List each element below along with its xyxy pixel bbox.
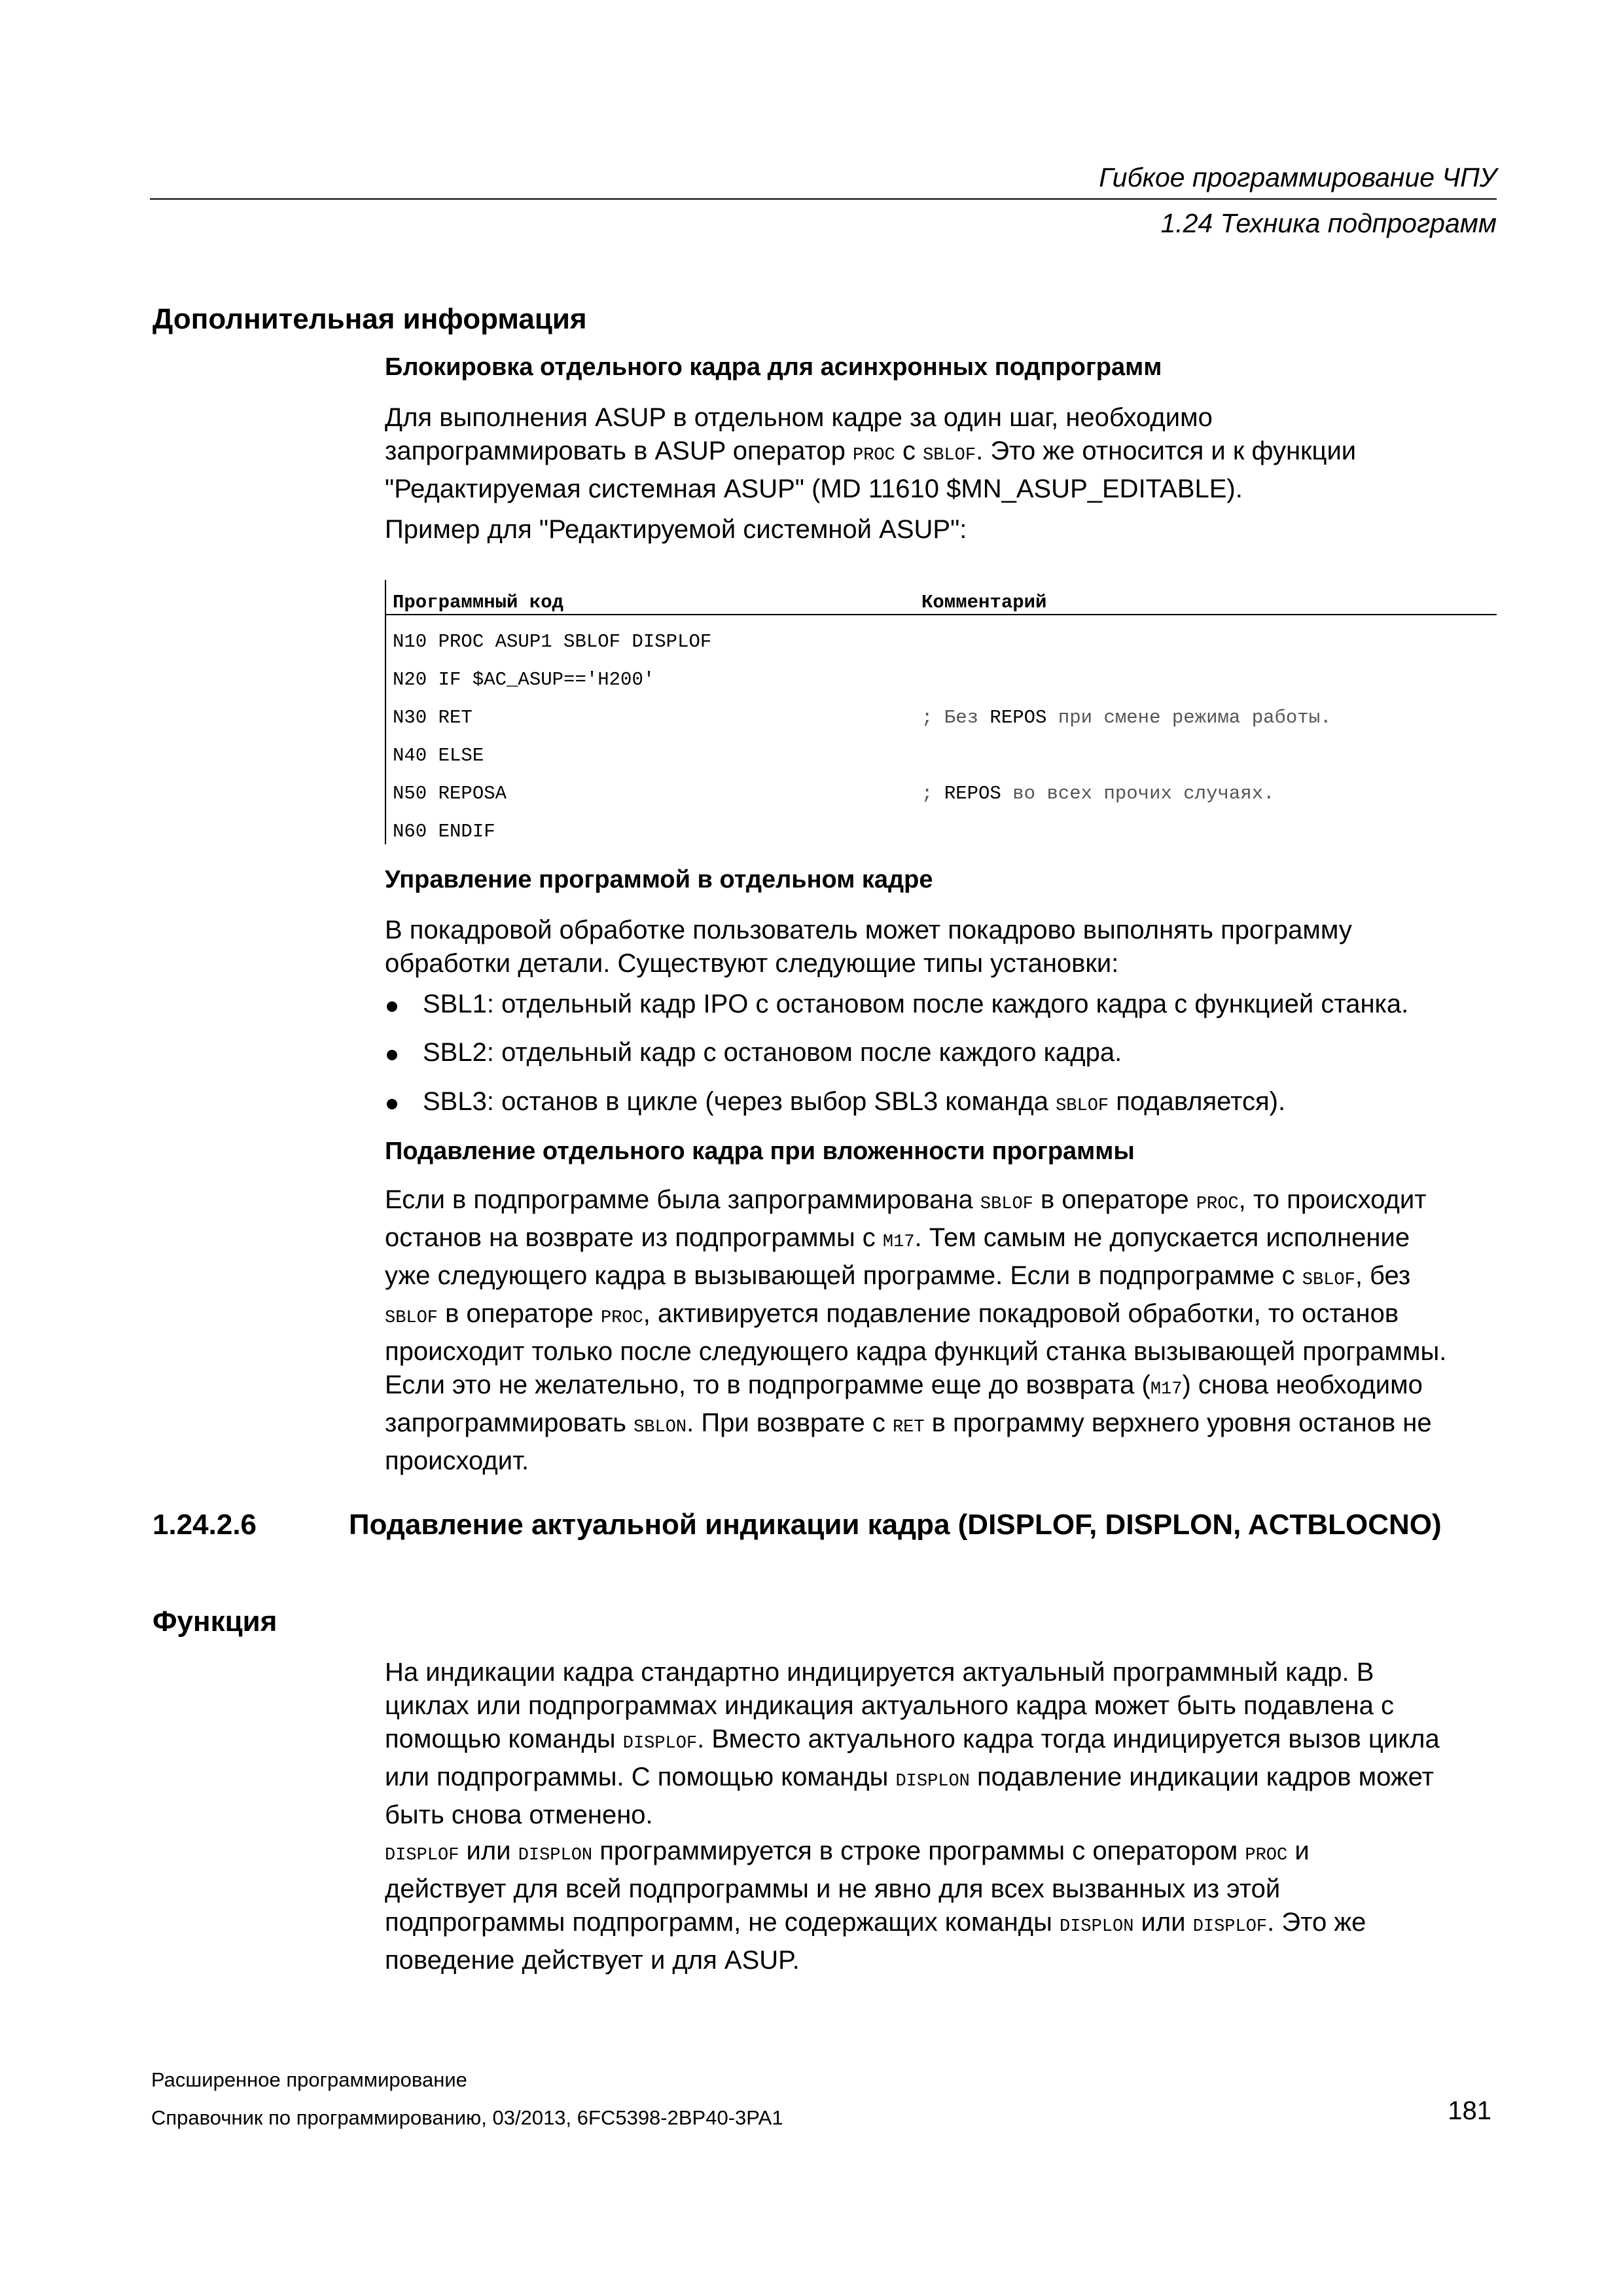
text: или подпрограммы. С помощью команды bbox=[385, 1763, 896, 1791]
text: ) снова необходимо bbox=[1182, 1371, 1423, 1399]
text: в операторе bbox=[438, 1299, 601, 1328]
text: подпрограммы подпрограмм, не содержащих команды bbox=[385, 1908, 1060, 1937]
comment-text: при смене режима работы. bbox=[1046, 707, 1332, 728]
comment-text: ; Без bbox=[921, 707, 990, 728]
code-inline: PROC bbox=[1196, 1194, 1239, 1214]
footer-manual-info: Справочник по программированию, 03/2013, 6FC5398-2BP40-3PA1 bbox=[151, 2106, 783, 2129]
table-row-code: N30 RET bbox=[393, 707, 473, 728]
footer-book-title: Расширенное программирование bbox=[151, 2068, 467, 2091]
nesting-line-1 bbox=[385, 1183, 1446, 1221]
function-p1-line-1: На индикации кадра стандартно индицируется актуальный программный кадр. В bbox=[385, 1658, 1374, 1687]
page-number: 181 bbox=[1448, 2096, 1491, 2125]
table-row-code: N10 PROC ASUP1 SBLOF DISPLOF bbox=[393, 631, 712, 653]
text: подавление индикации кадров может bbox=[969, 1763, 1434, 1791]
comment-text: во всех прочих случаях. bbox=[1001, 783, 1275, 804]
code-inline: DISPLON bbox=[1060, 1917, 1134, 1937]
list-item: SBL2: отдельный кадр с остановом после каждого кадра. bbox=[423, 1038, 1122, 1067]
text: программируется в строке программы с оператором bbox=[592, 1837, 1245, 1865]
text: . Это же относится и к функции bbox=[976, 437, 1357, 465]
text: с bbox=[895, 437, 923, 465]
nesting-paragraph bbox=[385, 1183, 1446, 1478]
asup-para-line-1: Для выполнения ASUP в отдельном кадре за один шаг, необходимо bbox=[385, 403, 1213, 432]
table-header-rule bbox=[385, 614, 1497, 615]
function-p1-line-5: быть снова отменено. bbox=[385, 1801, 653, 1829]
text: и bbox=[1287, 1837, 1310, 1865]
text: SBL3: останов в цикле (через выбор SBL3 команда bbox=[423, 1087, 1056, 1116]
code-inline: DISPLON bbox=[518, 1846, 593, 1865]
single-block-paragraph bbox=[385, 914, 1352, 980]
table-row-comment bbox=[921, 783, 1275, 804]
code-inline: DISPLOF bbox=[1192, 1917, 1268, 1937]
single-block-line-1: В покадровой обработке пользователь может покадрово выполнять программу bbox=[385, 916, 1352, 944]
text: подавляется). bbox=[1109, 1087, 1286, 1116]
text: , без bbox=[1355, 1261, 1411, 1290]
table-header-comment: Комментарий bbox=[921, 592, 1047, 613]
section-number: 1.24.2.6 bbox=[152, 1509, 257, 1541]
code-inline: RET bbox=[892, 1418, 925, 1437]
function-paragraph-2 bbox=[385, 1835, 1366, 1977]
function-paragraph-1 bbox=[385, 1656, 1440, 1832]
text: , активируется подавление покадровой обработки, то останов bbox=[643, 1299, 1399, 1328]
header-section-title: 1.24 Техника подпрограмм bbox=[1160, 208, 1497, 238]
asup-block-paragraph bbox=[385, 401, 1356, 506]
header-chapter-title: Гибкое программирование ЧПУ bbox=[1099, 162, 1497, 192]
function-p2-line-1 bbox=[385, 1835, 1366, 1873]
text: . Тем самым не допускается исполнение bbox=[914, 1223, 1410, 1252]
code-inline: SBLOF bbox=[385, 1308, 438, 1328]
table-row-code: N60 ENDIF bbox=[393, 821, 495, 842]
code-inline: SBLOF bbox=[923, 446, 976, 465]
example-intro: Пример для "Редактируемой системной ASUP": bbox=[385, 515, 967, 544]
code-inline: SBLON bbox=[633, 1418, 687, 1437]
additional-info-heading: Дополнительная информация bbox=[152, 303, 587, 335]
asup-block-heading: Блокировка отдельного кадра для асинхронных подпрограмм bbox=[385, 353, 1162, 381]
table-row-code: N40 ELSE bbox=[393, 745, 484, 766]
nesting-line-3 bbox=[385, 1259, 1446, 1297]
text: , то происходит bbox=[1238, 1185, 1427, 1214]
table-header-code: Программный код bbox=[393, 592, 564, 613]
nesting-heading: Подавление отдельного кадра при вложенности программы bbox=[385, 1138, 1135, 1165]
bullet-icon bbox=[387, 1099, 397, 1109]
bullet-icon bbox=[387, 1001, 397, 1012]
text: запрограммировать в ASUP оператор bbox=[385, 437, 853, 465]
code-inline: PROC bbox=[600, 1308, 643, 1328]
text: или bbox=[459, 1837, 518, 1865]
comment-keyword: REPOS bbox=[990, 707, 1047, 728]
table-row-code: N20 IF $AC_ASUP=='H200' bbox=[393, 669, 655, 691]
text: помощью команды bbox=[385, 1725, 623, 1753]
function-p1-line-2: циклах или подпрограммах индикация актуального кадра может быть подавлена с bbox=[385, 1691, 1395, 1720]
single-block-heading: Управление программой в отдельном кадре bbox=[385, 866, 933, 893]
code-table bbox=[385, 580, 1497, 844]
nesting-line-2 bbox=[385, 1221, 1446, 1259]
nesting-line-8: происходит. bbox=[385, 1446, 529, 1475]
function-p2-line-4: поведение действует и для ASUP. bbox=[385, 1946, 800, 1975]
function-p1-line-4 bbox=[385, 1761, 1440, 1799]
nesting-line-5: происходит только после следующего кадра функций станка вызывающей программы. bbox=[385, 1337, 1447, 1366]
code-inline: PROC bbox=[1245, 1846, 1288, 1865]
comment-keyword: REPOS bbox=[944, 783, 1001, 804]
asup-para-line-3: "Редактируемая системная ASUP" (MD 11610 $MN_ASUP_EDITABLE). bbox=[385, 475, 1243, 503]
function-p2-line-3 bbox=[385, 1906, 1366, 1944]
nesting-line-6 bbox=[385, 1369, 1446, 1407]
text: . Это же bbox=[1267, 1908, 1366, 1937]
code-inline: DISPLOF bbox=[622, 1734, 698, 1753]
code-inline: M17 bbox=[1150, 1380, 1183, 1399]
list-item: SBL1: отдельный кадр IPO с остановом после каждого кадра с функцией станка. bbox=[423, 990, 1409, 1018]
comment-text: ; bbox=[921, 783, 944, 804]
nesting-line-4 bbox=[385, 1297, 1446, 1335]
code-inline: DISPLOF bbox=[385, 1846, 459, 1865]
table-row-code: N50 REPOSA bbox=[393, 783, 507, 804]
text: в программу верхнего уровня останов не bbox=[924, 1408, 1432, 1437]
list-item bbox=[423, 1087, 1285, 1117]
text: уже следующего кадра в вызывающей программе. Если в подпрограмме с bbox=[385, 1261, 1302, 1290]
code-inline: SBLOF bbox=[980, 1194, 1033, 1214]
text: запрограммировать bbox=[385, 1408, 634, 1437]
asup-para-line-2 bbox=[385, 435, 1356, 473]
table-left-border bbox=[385, 580, 386, 844]
section-title: Подавление актуальной индикации кадра (DISPLOF, DISPLON, ACTBLOCNO) bbox=[349, 1509, 1442, 1541]
table-row-comment bbox=[921, 707, 1332, 728]
text: . При возврате с bbox=[687, 1408, 893, 1437]
function-p1-line-3 bbox=[385, 1723, 1440, 1761]
code-inline: PROC bbox=[853, 446, 895, 465]
text: Если это не желательно, то в подпрограмме еще до возврата ( bbox=[385, 1371, 1150, 1399]
nesting-line-7 bbox=[385, 1407, 1446, 1444]
function-p2-line-2: действует для всей подпрограммы и не явно для всех вызванных из этой bbox=[385, 1874, 1281, 1903]
text: . Вместо актуального кадра тогда индицируется вызов цикла bbox=[697, 1725, 1440, 1753]
header-rule bbox=[150, 198, 1497, 200]
function-heading: Функция bbox=[152, 1605, 277, 1638]
text: или bbox=[1133, 1908, 1193, 1937]
bullet-icon bbox=[387, 1050, 397, 1060]
code-inline: M17 bbox=[882, 1232, 915, 1252]
code-inline: DISPLON bbox=[895, 1772, 970, 1791]
text: в операторе bbox=[1033, 1185, 1196, 1214]
code-inline: SBLOF bbox=[1056, 1096, 1109, 1116]
code-inline: SBLOF bbox=[1302, 1270, 1355, 1290]
text: останов на возврате из подпрограммы с bbox=[385, 1223, 883, 1252]
single-block-line-2: обработки детали. Существуют следующие типы установки: bbox=[385, 949, 1119, 978]
text: Если в подпрограмме была запрограммирована bbox=[385, 1185, 980, 1214]
